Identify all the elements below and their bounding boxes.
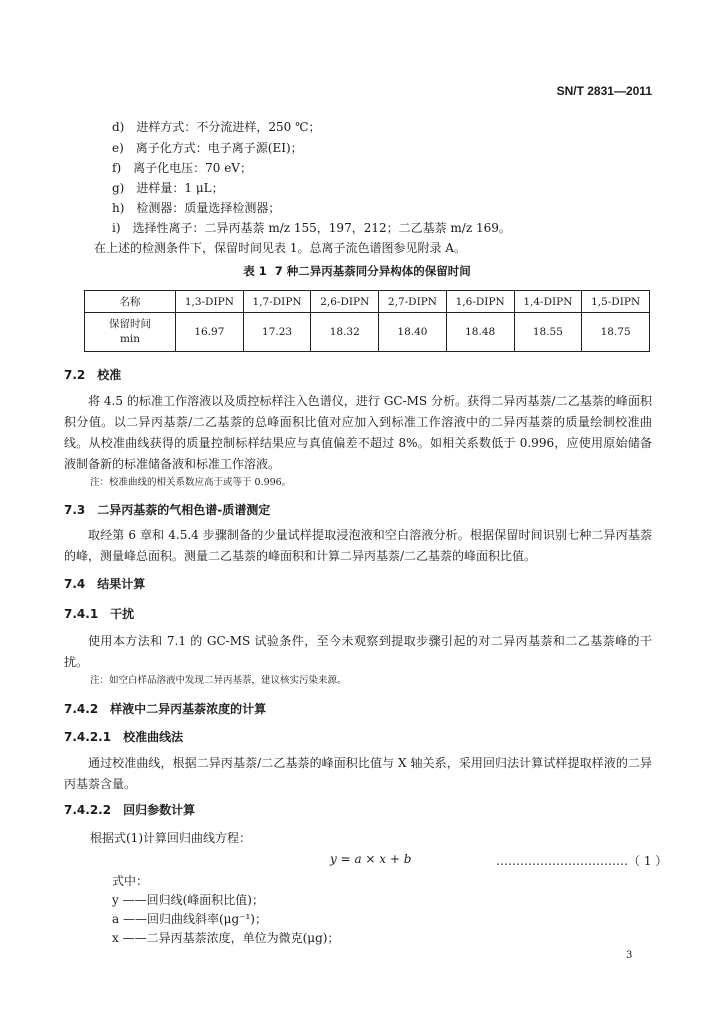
variable-definition: x ——二异丙基萘浓度，单位为微克(μg)； [112, 931, 340, 945]
table-row [85, 291, 650, 313]
standard-number: SN/T 2831—2011 [556, 84, 652, 98]
table-cell: 18.55 [514, 313, 582, 352]
equation-lead: 根据式(1)计算回归曲线方程： [90, 831, 251, 845]
column-header: 1,7-DIPN [243, 291, 311, 313]
section-heading: 7.4.1 干扰 [64, 607, 135, 621]
column-header: 2,7-DIPN [379, 291, 447, 313]
row-label-unit: min [119, 333, 141, 345]
row-label-line: 保留时间 [109, 318, 151, 330]
table-cell: 17.23 [243, 313, 311, 352]
condition-item: d) 进样方式：不分流进样，250 ℃； [112, 120, 321, 134]
equation-number: ……………………………（ 1 ） [496, 854, 668, 868]
table-cell: 18.48 [446, 313, 514, 352]
where-label: 式中： [112, 874, 149, 888]
section-heading: 7.4.2.1 校准曲线法 [64, 730, 184, 744]
column-header: 1,3-DIPN [176, 291, 244, 313]
column-header: 1,4-DIPN [514, 291, 582, 313]
condition-item: e) 离子化方式：电子离子源(EI)； [112, 141, 303, 155]
section-heading: 7.4 结果计算 [64, 577, 146, 591]
column-header: 1,5-DIPN [582, 291, 650, 313]
section-heading: 7.4.2.2 回归参数计算 [64, 803, 196, 817]
table-cell: 18.75 [582, 313, 650, 352]
condition-item: f) 离子化电压：70 eV； [112, 161, 252, 175]
table-caption: 表 1 7 种二异丙基萘同分异构体的保留时间 [243, 264, 471, 278]
note: 注：校准曲线的相关系数应高于或等于 0.996。 [90, 477, 292, 488]
paragraph: 将 4.5 的标准工作溶液以及质控标样注入色谱仪，进行 GC-MS 分析。获得二异丙基萘/二乙基萘的峰面积积分值。以二异丙基萘/二乙基萘的总峰面积比值对应加入到标准工作溶液中的二异丙基萘的质量绘制校准曲线。从校准曲线获得的质量控制标样结果应与真值偏差不超过 8%。如相关系数低于 0.996，应使用原始储备液制备新的标准储备液和标准工作溶液。 [64, 394, 652, 471]
row-label-name: 名称 [85, 291, 176, 313]
section-heading: 7.3 二异丙基萘的气相色谱-质谱测定 [64, 503, 271, 517]
note: 注：如空白样品溶液中发现二异丙基萘，建议核实污染来源。 [90, 675, 347, 686]
variable-definition: y ——回归线(峰面积比值)； [112, 893, 264, 907]
paragraph: 通过校准曲线，根据二异丙基萘/二乙基萘的峰面积比值与 X 轴关系，采用回归法计算试样提取样液的二异丙基萘含量。 [64, 756, 652, 791]
section-heading: 7.4.2 样液中二异丙基萘浓度的计算 [64, 702, 267, 716]
table-cell: 18.40 [379, 313, 447, 352]
conditions-intro: 在上述的检测条件下，保留时间见表 1。总离子流色谱图参见附录 A。 [94, 241, 466, 255]
retention-table [84, 290, 650, 352]
table-row [85, 313, 650, 352]
table-cell: 18.32 [311, 313, 379, 352]
paragraph: 使用本方法和 7.1 的 GC-MS 试验条件，至今未观察到提取步骤引起的对二异丙基萘和二乙基萘峰的干扰。 [64, 634, 652, 669]
condition-item: g) 进样量：1 μL； [112, 181, 224, 195]
variable-definition: a ——回归曲线斜率(μg⁻¹)； [112, 912, 267, 926]
equation: y = a × x + b [330, 852, 412, 866]
column-header: 1,6-DIPN [446, 291, 514, 313]
condition-item: h) 检测器：质量选择检测器； [112, 201, 281, 215]
column-header: 2,6-DIPN [311, 291, 379, 313]
paragraph: 取经第 6 章和 4.5.4 步骤制备的少量试样提取浸泡液和空白溶液分析。根据保留时间识别七种二异丙基萘的峰，测量峰总面积。测量二乙基萘的峰面积和计算二异丙基萘/二乙基萘的峰面积比值。 [64, 528, 652, 563]
table-cell: 16.97 [176, 313, 244, 352]
row-label-retention [85, 313, 176, 352]
condition-item: i) 选择性离子：二异丙基萘 m/z 155，197，212；二乙基萘 m/z 169。 [112, 221, 511, 235]
section-heading: 7.2 校准 [64, 368, 122, 382]
page-number: 3 [626, 950, 633, 961]
